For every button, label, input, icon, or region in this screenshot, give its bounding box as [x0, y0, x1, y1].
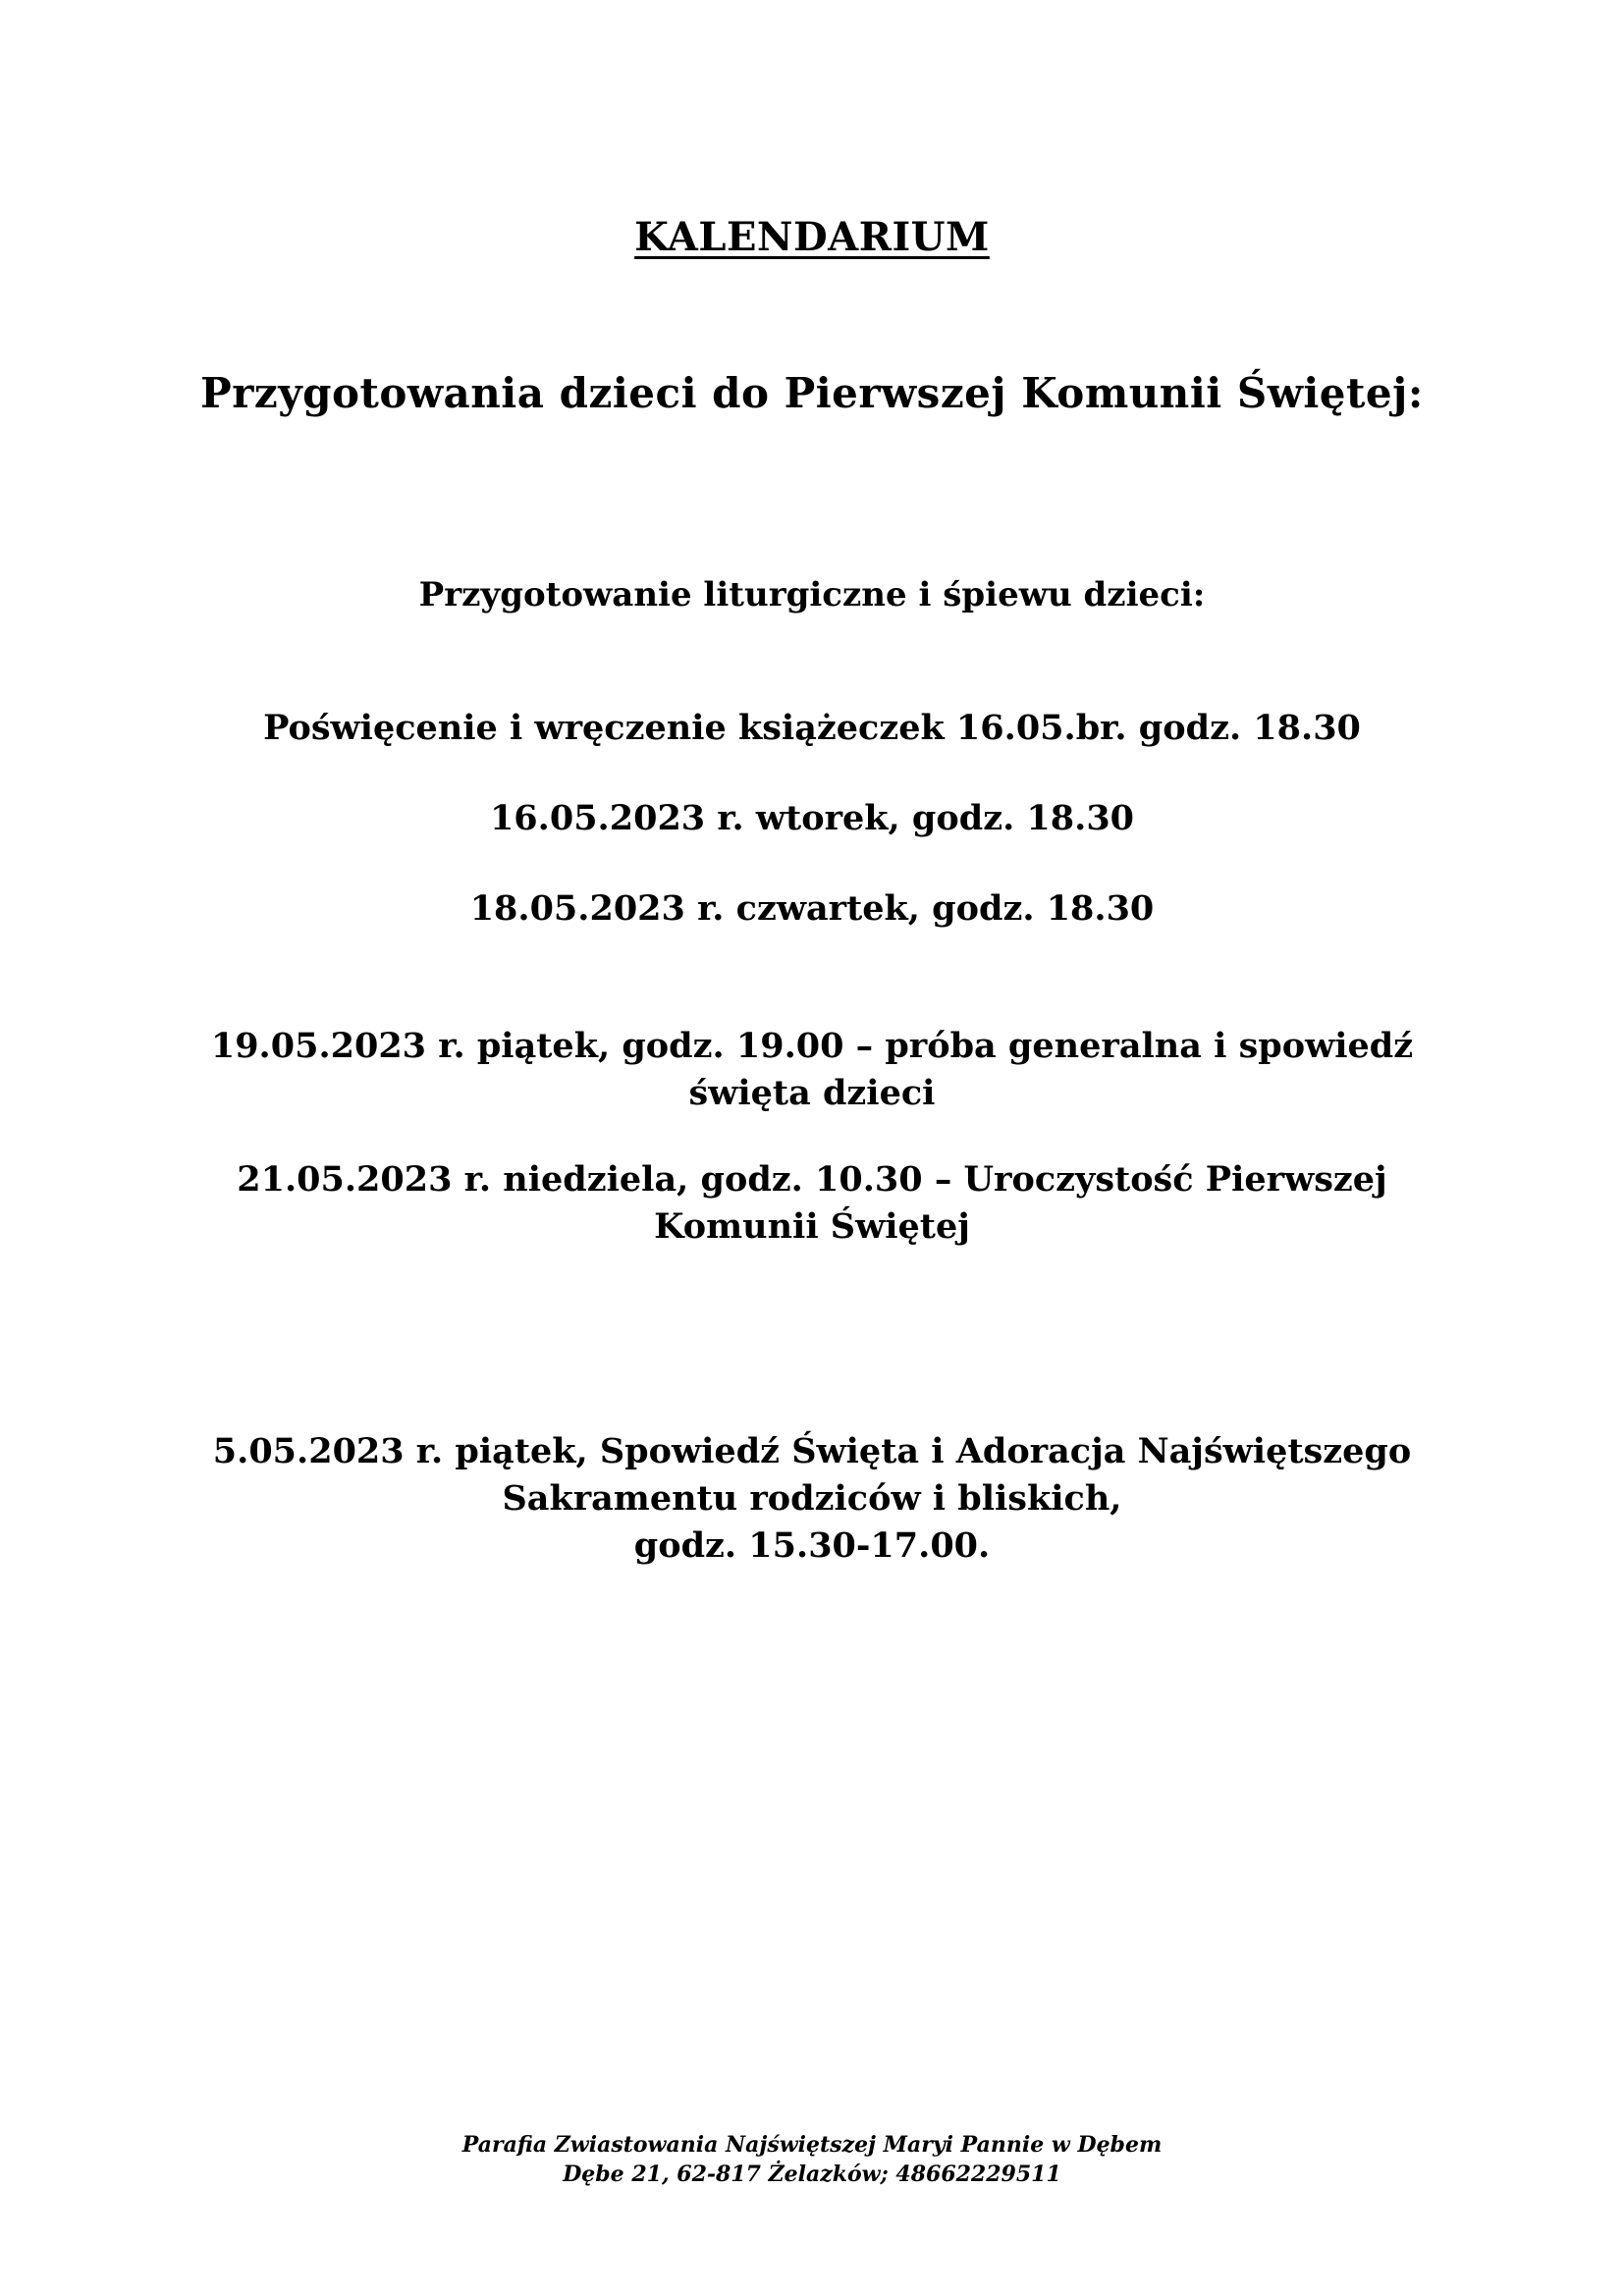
entry-line: 16.05.2023 r. wtorek, godz. 18.30 — [489, 798, 1135, 838]
entry-line: Sakramentu rodziców i bliskich, — [502, 1478, 1122, 1519]
entry-line: 18.05.2023 r. czwartek, godz. 18.30 — [469, 888, 1155, 929]
section-heading: Przygotowanie liturgiczne i śpiewu dzieci: — [418, 575, 1206, 614]
document-title — [0, 214, 1624, 260]
schedule-entry-thursday — [0, 885, 1624, 933]
footer-parish-name: Parafia Zwiastowania Najświętszej Maryi Pannie w Dębem — [461, 2132, 1163, 2158]
footer-address: Dębe 21, 62-817 Żelazków; 48662229511 — [563, 2162, 1061, 2187]
entry-line: godz. 15.30-17.00. — [633, 1525, 991, 1566]
schedule-entry-rehearsal — [0, 1023, 1624, 1117]
schedule-entry-blessing — [0, 705, 1624, 752]
schedule-entry-first-communion — [0, 1156, 1624, 1251]
schedule-entry-parents-confession — [0, 1428, 1624, 1570]
entry-line: 19.05.2023 r. piątek, godz. 19.00 – próba generalna i spowiedź — [210, 1026, 1414, 1066]
entry-line: 21.05.2023 r. niedziela, godz. 10.30 – Uroczystość Pierwszej — [237, 1159, 1387, 1200]
entry-line: święta dzieci — [688, 1073, 936, 1113]
document-subtitle: Przygotowania dzieci do Pierwszej Komunii Świętej: — [200, 369, 1424, 417]
schedule-entry-tuesday — [0, 795, 1624, 842]
document-title-text: KALENDARIUM — [634, 214, 990, 260]
entry-line: Komunii Świętej — [654, 1206, 970, 1247]
entry-line: Poświęcenie i wręczenie książeczek 16.05.br. godz. 18.30 — [263, 708, 1361, 748]
entry-line: 5.05.2023 r. piątek, Spowiedź Święta i Adoracja Najświętszego — [212, 1431, 1412, 1471]
